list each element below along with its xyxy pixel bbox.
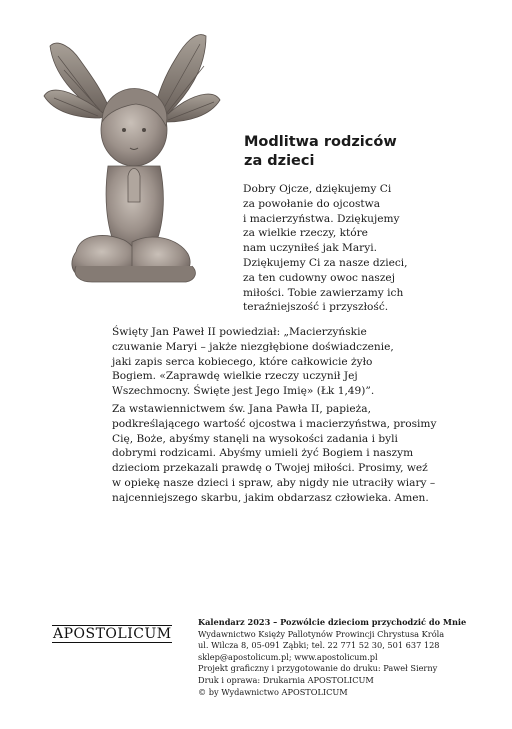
prayer-line: nam uczyniłeś jak Maryi.: [243, 242, 377, 255]
prayer-line: i macierzyństwa. Dziękujemy: [243, 212, 400, 225]
imprint-line: © by Wydawnictwo APOSTOLICUM: [198, 686, 348, 697]
petition-line: dobrymi rodzicami. Abyśmy umieli żyć Bogiem i naszym: [112, 447, 414, 460]
prayer-line: miłości. Tobie zawierzamy ich: [243, 286, 404, 299]
petition-line: podkreślającego wartość ojcostwa i macierzyństwa, prosimy: [112, 417, 437, 430]
prayer-line: Dziękujemy Ci za nasze dzieci,: [243, 256, 408, 269]
quote-line: Święty Jan Paweł II powiedział: „Macierzyńskie: [112, 326, 367, 338]
prayer-line: Dobry Ojcze, dziękujemy Ci: [243, 183, 392, 195]
title-line-2: za dzieci: [244, 153, 315, 169]
imprint-line: ul. Wilcza 8, 05-091 Ząbki; tel. 22 771 52 30, 501 637 128: [198, 640, 440, 651]
quote-line: czuwanie Maryi – jakże niezgłębione doświadczenie,: [112, 340, 394, 353]
petition-line: dzieciom przekazali prawdę o Twojej miłości. Prosimy, weź: [112, 462, 428, 475]
prayer-title: [244, 133, 444, 171]
logo-wordmark: APOSTOLICUM: [53, 626, 172, 642]
imprint-line: Druk i oprawa: Drukarnia APOSTOLICUM: [198, 674, 374, 685]
quote-line: jaki zapis serca kobiecego, które całkowicie żyło: [112, 355, 373, 368]
imprint-line: sklep@apostolicum.pl; www.apostolicum.pl: [198, 651, 378, 662]
imprint-heading: Kalendarz 2023 – Pozwólcie dzieciom przychodzić do Mnie: [198, 617, 467, 627]
imprint: [198, 617, 466, 698]
petition-line: Za wstawiennictwem św. Jana Pawła II, papieża,: [112, 403, 371, 415]
john-paul-quote: [112, 325, 394, 399]
quote-line: Wszechmocny. Święte jest Jego Imię» (Łk 1,49)”.: [112, 385, 375, 398]
praying-angel-illustration: [36, 26, 226, 288]
petition-line: w opiekę nasze dzieci i spraw, aby nigdy nie utraciły wiary –: [112, 476, 436, 489]
prayer-line: teraźniejszość i przyszłość.: [243, 301, 389, 314]
quote-line: Bogiem. «Zaprawdę wielkie rzeczy uczynił Jej: [112, 370, 358, 383]
petition-line: Cię, Boże, abyśmy stanęli na wysokości zadania i byli: [112, 432, 398, 445]
prayer-text: [243, 182, 408, 315]
prayer-line: za powołanie do ojcostwa: [243, 197, 381, 210]
logo-rule-bottom: [52, 642, 172, 643]
title-line-1: Modlitwa rodziców: [244, 134, 397, 150]
imprint-line: Wydawnictwo Księży Pallotynów Prowincji Chrystusa Króla: [198, 628, 445, 639]
petition-text: [112, 402, 436, 506]
prayer-line: za ten cudowny owoc naszej: [243, 271, 395, 284]
prayer-line: za wielkie rzeczy, które: [243, 227, 368, 240]
petition-line: najcenniejszego skarbu, jakim obdarzasz człowieka. Amen.: [112, 491, 429, 504]
imprint-line: Projekt graficzny i przygotowanie do druku: Paweł Sierny: [198, 663, 438, 674]
apostolicum-logo: [52, 623, 172, 647]
